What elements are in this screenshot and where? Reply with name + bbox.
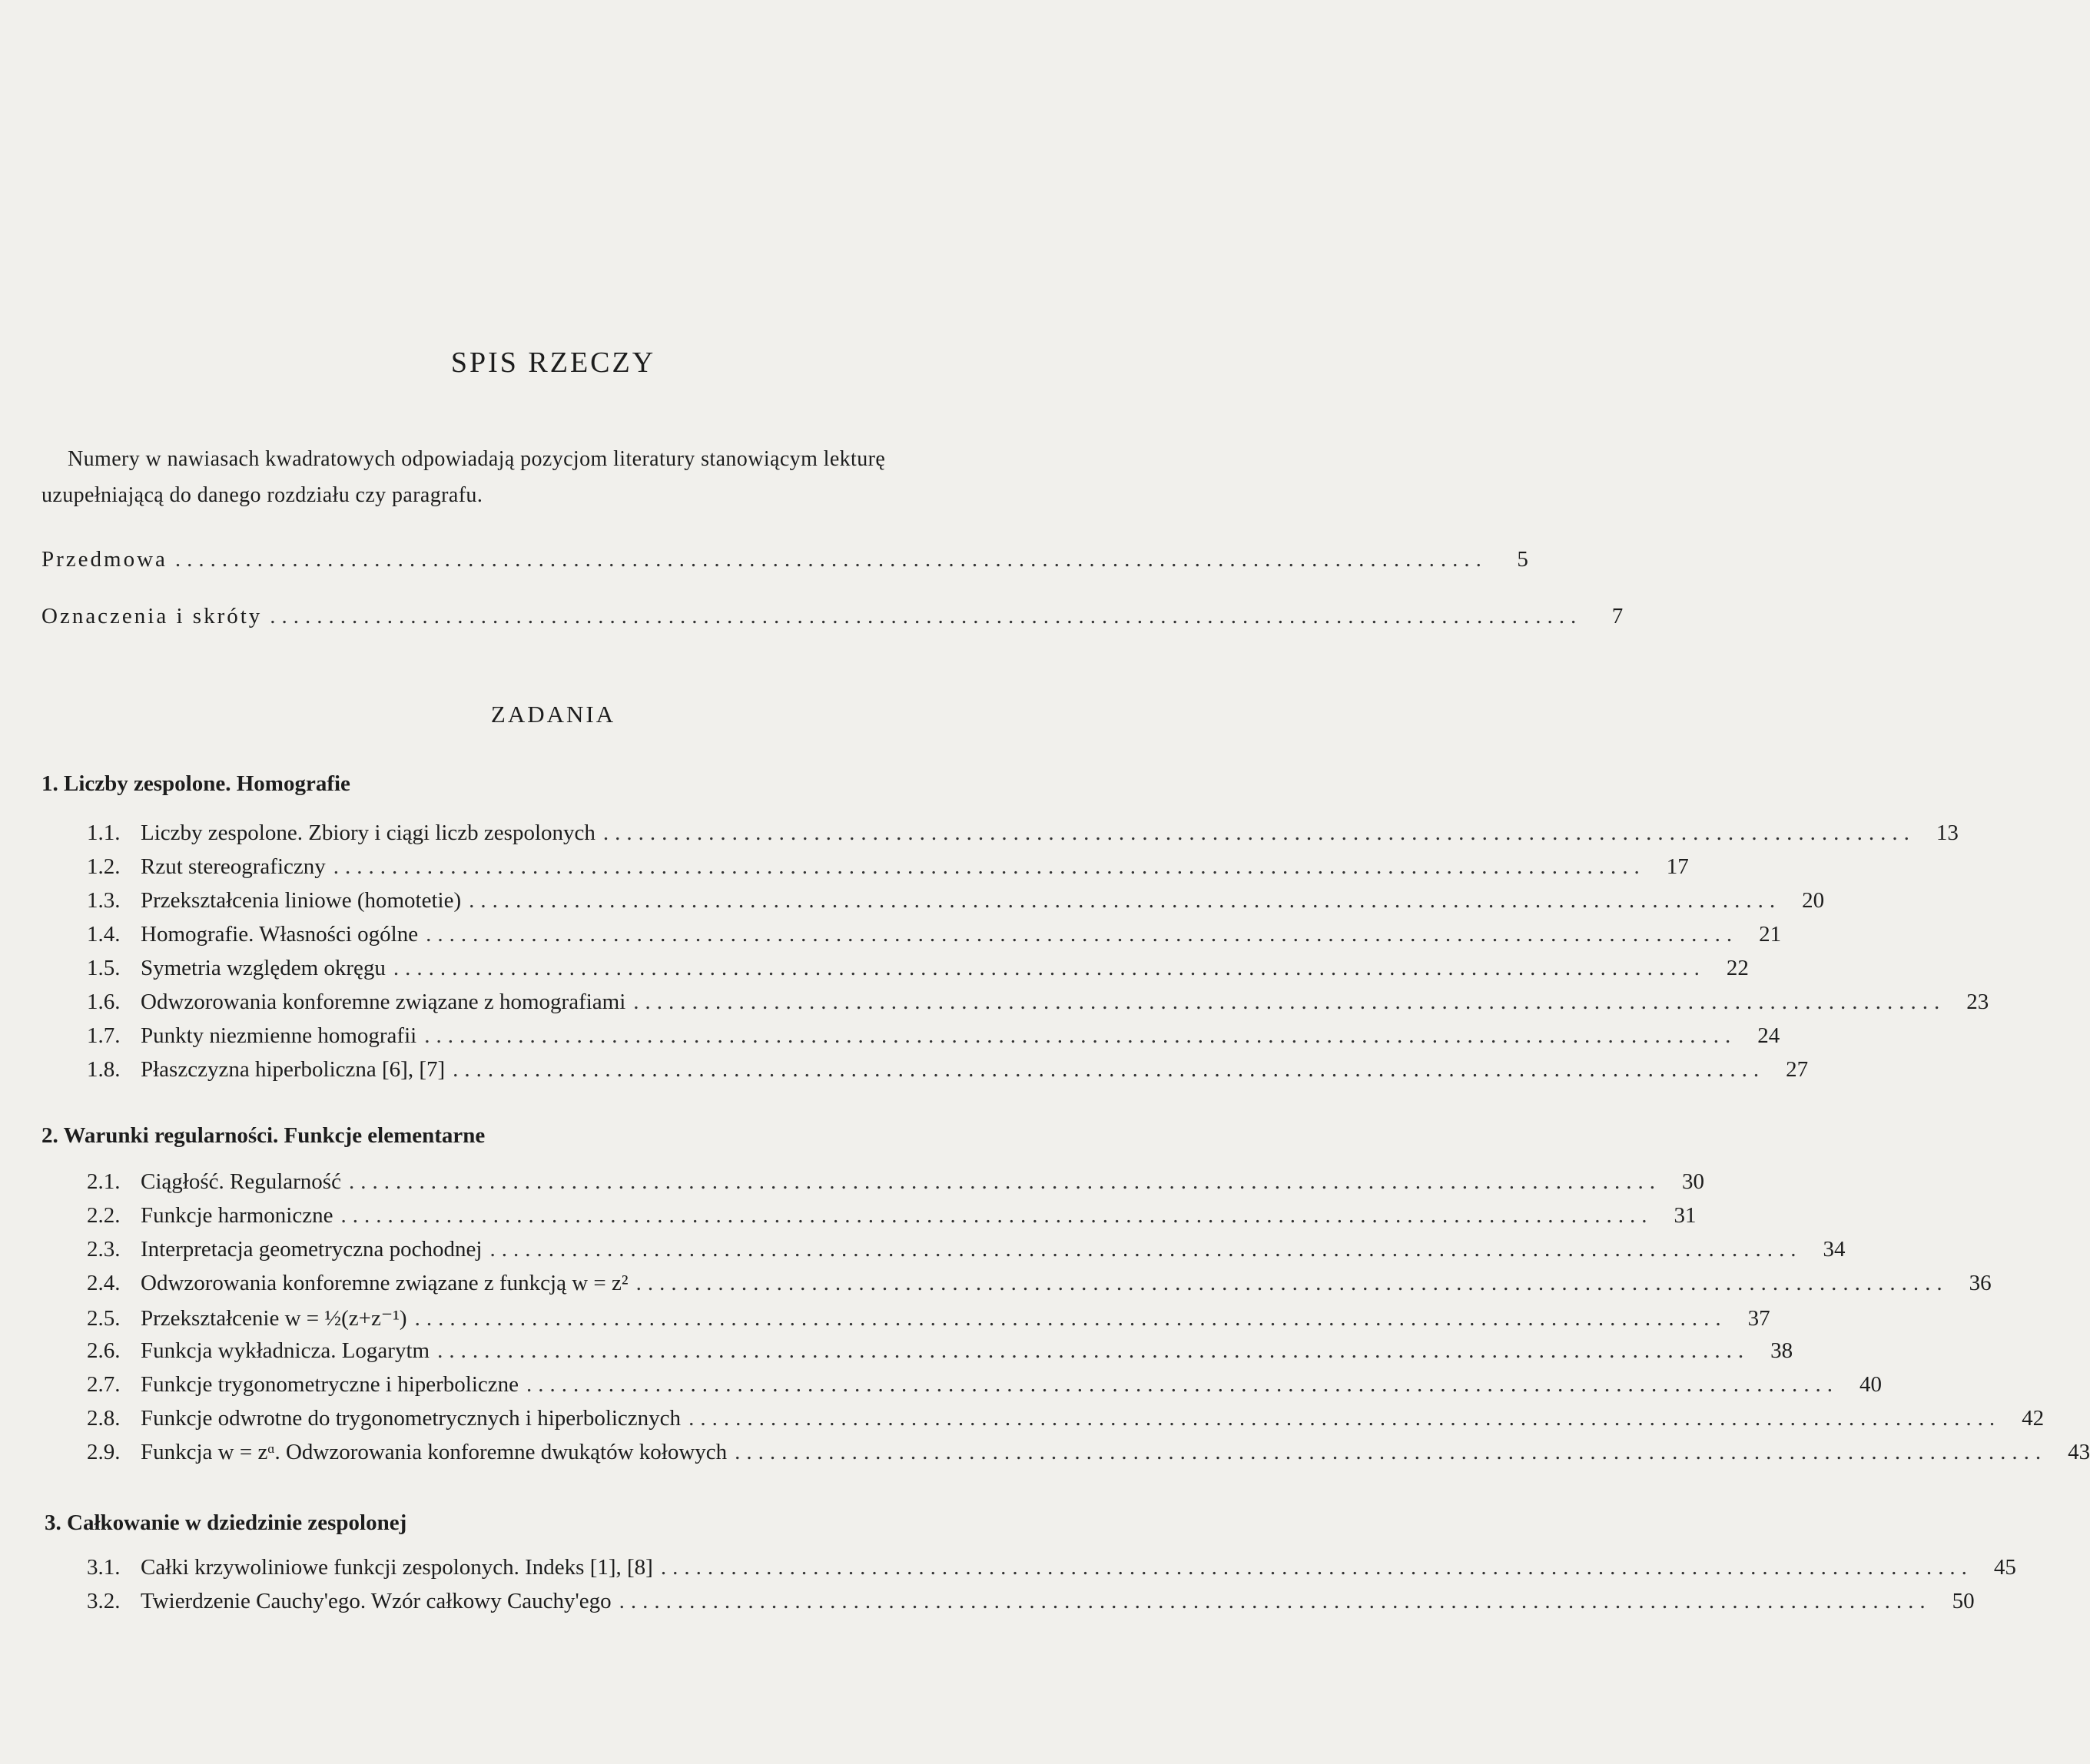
toc-entry-label: Funkcje trygonometryczne i hiperboliczne [141, 1372, 519, 1397]
toc-entry-number: 1.7. [87, 1023, 121, 1048]
toc-entry[interactable] [87, 1237, 1846, 1262]
dot-leader: ................................................................................................................ [437, 1338, 1750, 1363]
toc-entry-label: Płaszczyzna hiperboliczna [6], [7] [141, 1057, 446, 1082]
toc-entry-label: Oznaczenia i skróty [41, 604, 263, 628]
dot-leader: ................................................................................................................ [660, 1555, 1973, 1580]
chapter-heading[interactable]: 2. Warunki regularności. Funkcje elementarne [41, 1123, 486, 1148]
toc-entry-number: 2.6. [87, 1338, 121, 1363]
toc-entry-page: 22 [1726, 956, 1749, 980]
toc-entry[interactable] [87, 1406, 2045, 1431]
dot-leader: ................................................................................................................ [414, 1306, 1727, 1331]
dot-leader: ................................................................................................................ [340, 1203, 1654, 1228]
toc-entry-number: 2.4. [87, 1271, 121, 1295]
dot-leader: ................................................................................................................ [270, 604, 1583, 628]
toc-entry-number: 2.5. [87, 1306, 121, 1331]
dot-leader: ................................................................................................................ [489, 1237, 1803, 1262]
dot-leader: ................................................................................................................ [688, 1406, 2002, 1431]
toc-entry-label: Przekształcenie w = ½(z+z⁻¹) [141, 1306, 407, 1331]
toc-entry-page: 17 [1666, 854, 1689, 879]
toc-entry[interactable] [87, 1271, 1992, 1296]
toc-entry-page: 45 [1993, 1555, 2016, 1580]
dot-leader: ................................................................................................................ [633, 990, 1946, 1014]
toc-entry-label: Odwzorowania konforemne związane z funkcją w = z² [141, 1271, 629, 1295]
toc-entry-page: 36 [1969, 1271, 1992, 1295]
toc-entry-page: 21 [1759, 922, 1782, 947]
toc-entry-number: 2.9. [87, 1440, 121, 1464]
dot-leader: ................................................................................................................ [333, 854, 1646, 879]
toc-entry[interactable] [87, 956, 1749, 981]
toc-entry-number: 1.2. [87, 854, 121, 879]
toc-entry-page: 20 [1802, 888, 1825, 913]
page-title: SPIS RZECZY [450, 346, 656, 379]
toc-entry-number: 3.1. [87, 1555, 121, 1580]
dot-leader: ................................................................................................................ [735, 1440, 2048, 1464]
toc-entry[interactable] [87, 888, 1825, 914]
toc-entry-label: Całki krzywoliniowe funkcji zespolonych. Indeks [1], [8] [141, 1555, 653, 1580]
toc-entry-page: 42 [2022, 1406, 2045, 1431]
toc-entry-number: 2.1. [87, 1169, 121, 1194]
toc-entry-label: Liczby zespolone. Zbiory i ciągi liczb zespolonych [141, 821, 595, 845]
toc-entry-label: Symetria względem okręgu [141, 956, 386, 980]
toc-entry-number: 2.2. [87, 1203, 121, 1228]
toc-entry-label: Twierdzenie Cauchy'ego. Wzór całkowy Cauchy'ego [141, 1589, 612, 1613]
toc-entry[interactable] [87, 1169, 1704, 1195]
dot-leader: ................................................................................................................ [426, 922, 1739, 947]
toc-entry-page: 13 [1936, 821, 1959, 845]
toc-entry-label: Funkcje odwrotne do trygonometrycznych i hiperbolicznych [141, 1406, 682, 1431]
toc-entry-page: 7 [1611, 604, 1626, 628]
toc-entry-number: 3.2. [87, 1589, 121, 1613]
toc-entry[interactable] [87, 1023, 1780, 1049]
toc-entry[interactable] [87, 1305, 1770, 1331]
chapter-heading[interactable]: 1. Liczby zespolone. Homografie [41, 771, 350, 796]
toc-entry-label: Funkcja w = zᵅ. Odwzorowania konforemne dwukątów kołowych [141, 1440, 728, 1464]
toc-entry-label: Funkcje harmoniczne [141, 1203, 333, 1228]
section-title: ZADANIA [490, 701, 616, 728]
toc-entry[interactable] [87, 1440, 2090, 1465]
toc-entry-page: 40 [1859, 1372, 1883, 1397]
toc-entry-number: 1.5. [87, 956, 121, 980]
dot-leader: ................................................................................................................ [453, 1057, 1766, 1082]
toc-entry-number: 2.7. [87, 1372, 121, 1397]
dot-leader: ................................................................................................................ [469, 888, 1782, 913]
toc-entry-page: 27 [1786, 1057, 1809, 1082]
toc-entry[interactable] [87, 1338, 1793, 1364]
dot-leader: ................................................................................................................ [602, 821, 1916, 845]
toc-entry[interactable] [87, 922, 1782, 947]
toc-entry-page: 34 [1823, 1237, 1846, 1262]
toc-entry-label: Rzut stereograficzny [141, 854, 326, 879]
toc-entry-label: Funkcja wykładnicza. Logarytm [141, 1338, 430, 1363]
toc-entry-number: 1.3. [87, 888, 121, 913]
toc-entry-label: Przedmowa [41, 547, 168, 572]
toc-entry-page: 43 [2068, 1440, 2090, 1464]
toc-entry-page: 24 [1757, 1023, 1780, 1048]
toc-entry[interactable] [87, 1203, 1697, 1228]
dot-leader: ................................................................................................................ [348, 1169, 1661, 1194]
toc-entry-number: 2.3. [87, 1237, 121, 1262]
toc-entry[interactable] [87, 1589, 1975, 1614]
toc-entry-number: 1.6. [87, 990, 121, 1014]
chapter-heading[interactable]: 3. Całkowanie w dziedzinie zespolonej [45, 1510, 407, 1535]
toc-entry[interactable] [87, 821, 1959, 846]
toc-entry-page: 31 [1674, 1203, 1697, 1228]
toc-entry-page: 5 [1517, 547, 1531, 572]
toc-entry-number: 1.1. [87, 821, 121, 845]
toc-entry-number: 1.8. [87, 1057, 121, 1082]
toc-entry-label: Ciągłość. Regularność [141, 1169, 341, 1194]
toc-entry[interactable] [87, 990, 1989, 1015]
dot-leader: ................................................................................................................ [619, 1589, 1932, 1613]
dot-leader: ................................................................................................................ [424, 1023, 1737, 1048]
toc-entry-page: 30 [1681, 1169, 1704, 1194]
toc-entry[interactable] [87, 854, 1689, 880]
toc-entry-label: Punkty niezmienne homografii [141, 1023, 417, 1048]
toc-entry[interactable] [87, 1057, 1809, 1083]
toc-entry-label: Przekształcenia liniowe (homotetie) [141, 888, 462, 913]
toc-entry-label: Interpretacja geometryczna pochodnej [141, 1237, 483, 1262]
toc-entry-number: 2.8. [87, 1406, 121, 1431]
toc-entry-page: 38 [1770, 1338, 1793, 1363]
toc-entry[interactable] [87, 1372, 1883, 1398]
toc-entry-page: 23 [1966, 990, 1989, 1014]
intro-line-2: uzupełniającą do danego rozdziału czy paragrafu. [41, 483, 483, 507]
toc-entry-label: Homografie. Własności ogólne [141, 922, 419, 947]
toc-entry-label: Odwzorowania konforemne związane z homografiami [141, 990, 626, 1014]
intro-note [41, 441, 1070, 513]
dot-leader: ................................................................................................................ [635, 1271, 1949, 1295]
intro-line-1: Numery w nawiasach kwadratowych odpowiadają pozycjom literatury stanowiącym lekturę [68, 447, 886, 471]
toc-entry-oznaczenia[interactable] [41, 604, 1626, 629]
toc-entry[interactable] [87, 1555, 2016, 1580]
toc-entry-przedmowa[interactable] [41, 547, 1531, 572]
dot-leader: ................................................................................................................ [393, 956, 1706, 980]
dot-leader: ................................................................................................................ [526, 1372, 1840, 1397]
toc-entry-page: 50 [1952, 1589, 1975, 1613]
toc-entry-page: 37 [1747, 1306, 1770, 1331]
dot-leader: ................................................................................................................ [174, 547, 1488, 572]
toc-entry-number: 1.4. [87, 922, 121, 947]
